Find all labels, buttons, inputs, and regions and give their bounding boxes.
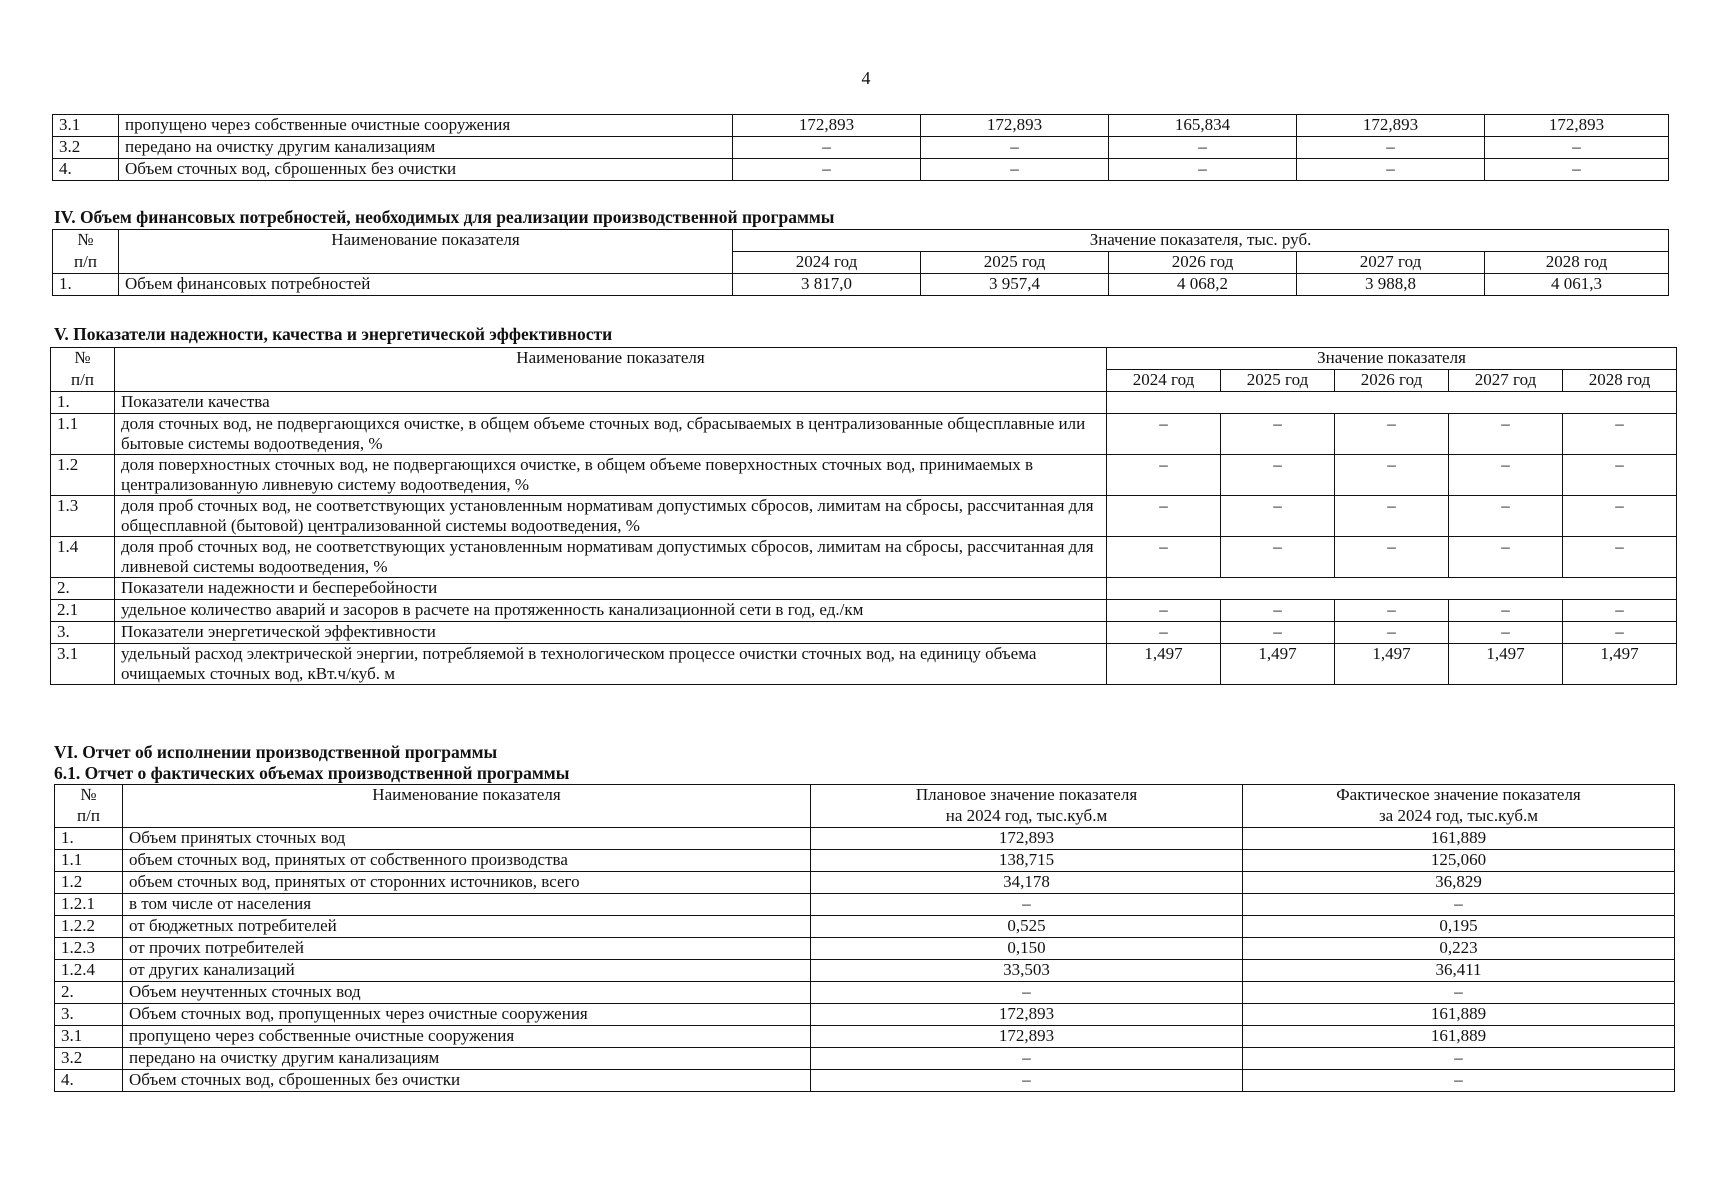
row-value: 4 061,3 <box>1485 274 1669 296</box>
row-fact-value: 0,195 <box>1243 916 1675 938</box>
row-plan-value: 34,178 <box>811 872 1243 894</box>
row-value: – <box>1107 622 1221 644</box>
row-number: 1.2 <box>51 455 115 496</box>
row-value: – <box>1221 537 1335 578</box>
row-name: Объем сточных вод, пропущенных через очистные сооружения <box>123 1004 811 1026</box>
row-value: 1,497 <box>1221 644 1335 685</box>
row-number: 4. <box>53 159 119 181</box>
row-fact-value: 36,411 <box>1243 960 1675 982</box>
row-number: 2.1 <box>51 600 115 622</box>
row-value: – <box>733 159 921 181</box>
row-name: объем сточных вод, принятых от собственного производства <box>123 850 811 872</box>
year-header: 2027 год <box>1449 370 1563 392</box>
finance-table <box>52 229 1669 296</box>
year-header: 2028 год <box>1485 252 1669 274</box>
row-fact-value: – <box>1243 1048 1675 1070</box>
table-row <box>51 537 1677 578</box>
section-vi-title: VI. Отчет об исполнении производственной программы <box>54 742 498 762</box>
row-plan-value: 172,893 <box>811 828 1243 850</box>
row-name: Показатели надежности и бесперебойности <box>115 578 1107 600</box>
row-name: удельный расход электрической энергии, потребляемой в технологическом процессе очистки сточных вод, на единицу объема очищаемых сточных вод, кВт.ч/куб. м <box>115 644 1107 685</box>
row-number: 1.2 <box>55 872 123 894</box>
row-value: – <box>1221 496 1335 537</box>
continuation-table <box>52 114 1669 181</box>
year-header: 2026 год <box>1109 252 1297 274</box>
row-name: передано на очистку другим канализациям <box>123 1048 811 1070</box>
row-value: 172,893 <box>1297 115 1485 137</box>
row-value: – <box>1221 600 1335 622</box>
col-no-header-2: п/п <box>55 806 123 828</box>
row-value: – <box>1221 622 1335 644</box>
year-header: 2025 год <box>1221 370 1335 392</box>
table-row <box>55 850 1675 872</box>
row-value: – <box>1107 496 1221 537</box>
row-value: – <box>1449 537 1563 578</box>
year-header: 2028 год <box>1563 370 1677 392</box>
col-value-header: Значение показателя <box>1107 348 1677 370</box>
row-name: пропущено через собственные очистные сооружения <box>119 115 733 137</box>
row-value: 1,497 <box>1449 644 1563 685</box>
row-number: 3.2 <box>53 137 119 159</box>
col-name-header-2 <box>115 370 1107 392</box>
table-row <box>51 600 1677 622</box>
table-row <box>55 1070 1675 1092</box>
row-value: 172,893 <box>1485 115 1669 137</box>
table-row <box>53 115 1669 137</box>
row-number: 1.2.4 <box>55 960 123 982</box>
year-header: 2024 год <box>1107 370 1221 392</box>
row-number: 1.2.2 <box>55 916 123 938</box>
row-name: от прочих потребителей <box>123 938 811 960</box>
row-number: 1.1 <box>55 850 123 872</box>
row-value: 3 988,8 <box>1297 274 1485 296</box>
row-fact-value: 161,889 <box>1243 828 1675 850</box>
row-value: 1,497 <box>1107 644 1221 685</box>
row-number: 1.1 <box>51 414 115 455</box>
row-name: в том числе от населения <box>123 894 811 916</box>
row-name: от бюджетных потребителей <box>123 916 811 938</box>
col-plan-header-2: на 2024 год, тыс.куб.м <box>811 806 1243 828</box>
row-name: доля проб сточных вод, не соответствующих установленным нормативам допустимых сбросов, лимитам на сбросы, рассчитанная для ливневой системы водоотведения, % <box>115 537 1107 578</box>
row-fact-value: – <box>1243 894 1675 916</box>
row-value: – <box>1335 600 1449 622</box>
year-header: 2027 год <box>1297 252 1485 274</box>
table-row <box>51 496 1677 537</box>
row-number: 1. <box>53 274 119 296</box>
col-name-header-2 <box>123 806 811 828</box>
row-fact-value: 161,889 <box>1243 1026 1675 1048</box>
row-value: – <box>1449 414 1563 455</box>
table-row <box>51 622 1677 644</box>
year-header: 2025 год <box>921 252 1109 274</box>
table-row <box>55 828 1675 850</box>
row-number: 3. <box>51 622 115 644</box>
col-plan-header: Плановое значение показателя <box>811 785 1243 807</box>
row-fact-value: 0,223 <box>1243 938 1675 960</box>
section-v-title: V. Показатели надежности, качества и энергетической эффективности <box>54 324 613 344</box>
row-fact-value: – <box>1243 982 1675 1004</box>
row-value: – <box>1109 159 1297 181</box>
row-value: 172,893 <box>921 115 1109 137</box>
section-iv-title: IV. Объем финансовых потребностей, необходимых для реализации производственной программы <box>54 207 835 227</box>
row-value: – <box>1107 600 1221 622</box>
table-row <box>55 916 1675 938</box>
row-name: пропущено через собственные очистные сооружения <box>123 1026 811 1048</box>
row-value: – <box>921 137 1109 159</box>
col-no-header: № <box>55 785 123 807</box>
col-no-header-2: п/п <box>53 252 119 274</box>
row-plan-value: – <box>811 1048 1243 1070</box>
row-value: 1,497 <box>1335 644 1449 685</box>
table-row <box>55 894 1675 916</box>
row-number: 3.2 <box>55 1048 123 1070</box>
row-fact-value: 36,829 <box>1243 872 1675 894</box>
row-value: – <box>1563 496 1677 537</box>
col-fact-header: Фактическое значение показателя <box>1243 785 1675 807</box>
page-number: 4 <box>861 68 871 88</box>
row-name: Объем сточных вод, сброшенных без очистки <box>123 1070 811 1092</box>
row-value: 172,893 <box>733 115 921 137</box>
col-no-header-2: п/п <box>51 370 115 392</box>
row-number: 2. <box>51 578 115 600</box>
row-value: – <box>1335 537 1449 578</box>
row-name: Объем неучтенных сточных вод <box>123 982 811 1004</box>
col-value-header: Значение показателя, тыс. руб. <box>733 230 1669 252</box>
row-name: доля проб сточных вод, не соответствующих установленным нормативам допустимых сбросов, лимитам на сбросы, рассчитанная для общесплавной (бытовой) централизованной системы водоотведения, % <box>115 496 1107 537</box>
row-name: Объем принятых сточных вод <box>123 828 811 850</box>
row-value: – <box>1109 137 1297 159</box>
row-fact-value: 161,889 <box>1243 1004 1675 1026</box>
table-row <box>51 392 1677 414</box>
row-value: – <box>1221 455 1335 496</box>
row-number: 1. <box>51 392 115 414</box>
row-value: – <box>1335 414 1449 455</box>
table-row <box>53 274 1669 296</box>
table-row <box>55 872 1675 894</box>
col-no-header: № <box>53 230 119 252</box>
row-number: 1.3 <box>51 496 115 537</box>
quality-table <box>50 347 1677 685</box>
table-row <box>55 938 1675 960</box>
row-value: 1,497 <box>1563 644 1677 685</box>
row-value-empty <box>1107 578 1677 600</box>
col-name-header: Наименование показателя <box>123 785 811 807</box>
row-number: 1. <box>55 828 123 850</box>
row-plan-value: – <box>811 894 1243 916</box>
row-value: – <box>1563 537 1677 578</box>
row-number: 2. <box>55 982 123 1004</box>
row-name: Объем сточных вод, сброшенных без очистки <box>119 159 733 181</box>
row-value: – <box>1335 496 1449 537</box>
row-plan-value: 138,715 <box>811 850 1243 872</box>
row-name: от других канализаций <box>123 960 811 982</box>
row-value: – <box>1563 414 1677 455</box>
row-name: Показатели качества <box>115 392 1107 414</box>
row-number: 1.4 <box>51 537 115 578</box>
table-row <box>53 137 1669 159</box>
row-plan-value: – <box>811 982 1243 1004</box>
report-table <box>54 784 1675 1092</box>
row-name: передано на очистку другим канализациям <box>119 137 733 159</box>
row-plan-value: 33,503 <box>811 960 1243 982</box>
table-row <box>51 455 1677 496</box>
col-no-header: № <box>51 348 115 370</box>
year-header: 2026 год <box>1335 370 1449 392</box>
row-plan-value: 0,525 <box>811 916 1243 938</box>
table-row <box>55 1048 1675 1070</box>
row-plan-value: 172,893 <box>811 1026 1243 1048</box>
row-name: удельное количество аварий и засоров в расчете на протяженность канализационной сети в год, ед./км <box>115 600 1107 622</box>
row-value: – <box>733 137 921 159</box>
row-number: 4. <box>55 1070 123 1092</box>
row-value: – <box>1107 537 1221 578</box>
table-row <box>51 578 1677 600</box>
row-fact-value: – <box>1243 1070 1675 1092</box>
row-value: – <box>1449 622 1563 644</box>
row-number: 3.1 <box>53 115 119 137</box>
row-number: 1.2.3 <box>55 938 123 960</box>
row-name: доля поверхностных сточных вод, не подвергающихся очистке, в общем объеме поверхностных сточных вод, принимаемых в централизованную ливневую систему водоотведения, % <box>115 455 1107 496</box>
col-name-header-2 <box>119 252 733 274</box>
row-plan-value: 0,150 <box>811 938 1243 960</box>
row-number: 1.2.1 <box>55 894 123 916</box>
row-plan-value: – <box>811 1070 1243 1092</box>
row-value: – <box>1221 414 1335 455</box>
row-value: 3 957,4 <box>921 274 1109 296</box>
row-number: 3.1 <box>55 1026 123 1048</box>
row-value: – <box>1107 414 1221 455</box>
row-value: – <box>1107 455 1221 496</box>
row-plan-value: 172,893 <box>811 1004 1243 1026</box>
year-header: 2024 год <box>733 252 921 274</box>
row-name: Объем финансовых потребностей <box>119 274 733 296</box>
row-value: – <box>1449 600 1563 622</box>
row-value: – <box>1449 455 1563 496</box>
row-value: – <box>1485 137 1669 159</box>
row-value: 165,834 <box>1109 115 1297 137</box>
table-row <box>51 414 1677 455</box>
row-fact-value: 125,060 <box>1243 850 1675 872</box>
row-value: – <box>1563 455 1677 496</box>
row-name: доля сточных вод, не подвергающихся очистке, в общем объеме сточных вод, сбрасываемых в централизованные общесплавные или бытовые системы водоотведения, % <box>115 414 1107 455</box>
table-row <box>53 159 1669 181</box>
col-name-header: Наименование показателя <box>119 230 733 252</box>
row-value: – <box>1485 159 1669 181</box>
row-value: – <box>1449 496 1563 537</box>
table-row <box>55 1004 1675 1026</box>
table-row <box>55 982 1675 1004</box>
section-6-1-subtitle: 6.1. Отчет о фактических объемах производственной программы <box>54 763 570 783</box>
row-number: 3.1 <box>51 644 115 685</box>
row-value: – <box>921 159 1109 181</box>
row-value: – <box>1297 159 1485 181</box>
row-value: – <box>1335 455 1449 496</box>
row-value: – <box>1297 137 1485 159</box>
table-row <box>55 1026 1675 1048</box>
col-fact-header-2: за 2024 год, тыс.куб.м <box>1243 806 1675 828</box>
row-value: – <box>1335 622 1449 644</box>
row-value: – <box>1563 600 1677 622</box>
row-name: Показатели энергетической эффективности <box>115 622 1107 644</box>
table-row <box>51 644 1677 685</box>
row-value: – <box>1563 622 1677 644</box>
row-value: 4 068,2 <box>1109 274 1297 296</box>
table-row <box>55 960 1675 982</box>
col-name-header: Наименование показателя <box>115 348 1107 370</box>
row-name: объем сточных вод, принятых от сторонних источников, всего <box>123 872 811 894</box>
row-value-empty <box>1107 392 1677 414</box>
row-number: 3. <box>55 1004 123 1026</box>
row-value: 3 817,0 <box>733 274 921 296</box>
